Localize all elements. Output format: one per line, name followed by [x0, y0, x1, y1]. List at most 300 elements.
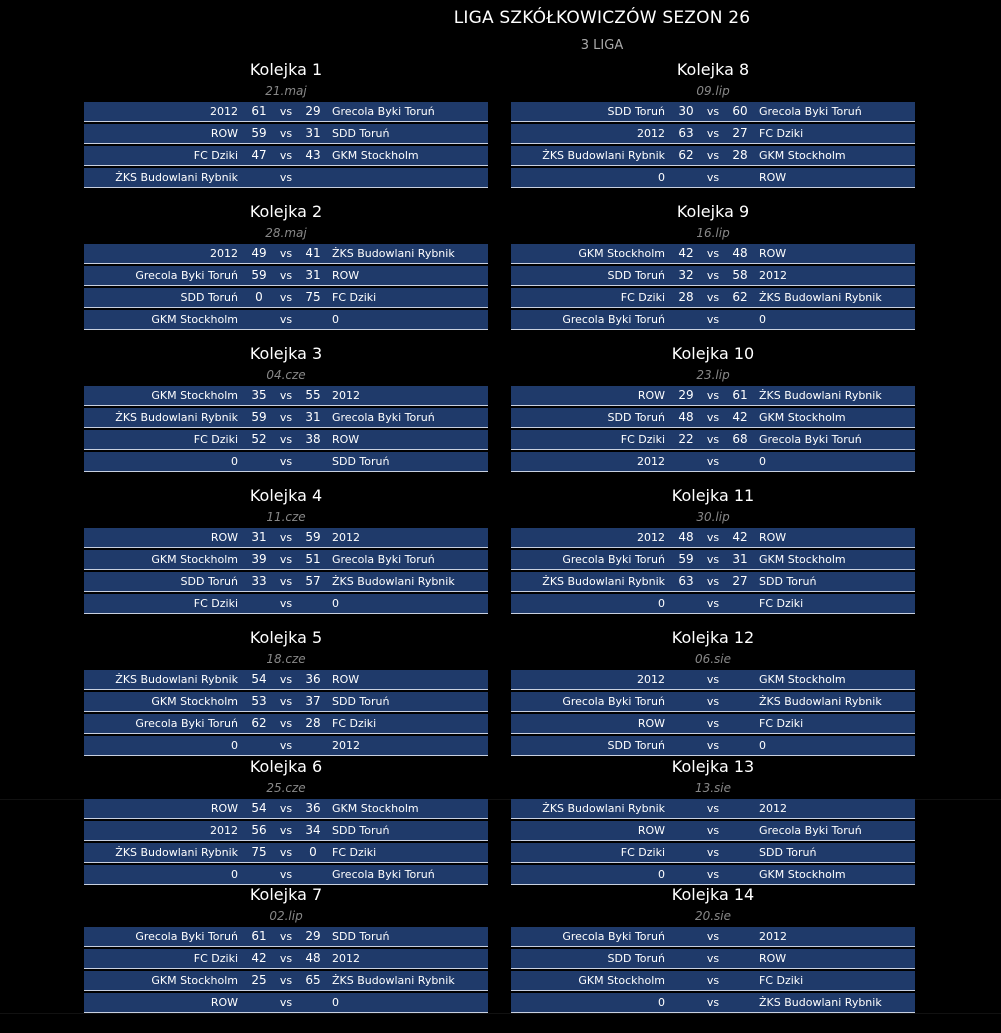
match-row	[84, 266, 488, 286]
away-score: 31	[732, 552, 748, 566]
round-date: 18.cze	[266, 652, 306, 666]
round-title: Kolejka 12	[671, 628, 755, 647]
away-team: SDD Toruń	[332, 127, 390, 140]
match-row	[84, 670, 488, 690]
round-date: 20.sie	[694, 909, 732, 923]
home-score: 33	[251, 574, 267, 588]
round-title: Kolejka 13	[671, 757, 755, 776]
away-team: ROW	[759, 247, 787, 260]
away-team: GKM Stockholm	[759, 411, 846, 424]
away-team: SDD Toruń	[332, 455, 390, 468]
match-row	[84, 594, 488, 614]
round-block	[84, 200, 488, 330]
round-date: 25.cze	[266, 781, 306, 795]
vs-label: vs	[279, 269, 293, 282]
away-team: ROW	[759, 531, 787, 544]
away-score: 34	[305, 823, 321, 837]
away-team: ŻKS Budowlani Rybnik	[759, 389, 882, 402]
home-team: Grecola Byki Toruń	[562, 313, 665, 326]
vs-label: vs	[279, 996, 293, 1009]
match-row	[84, 993, 488, 1013]
away-team: GKM Stockholm	[759, 149, 846, 162]
home-score: 54	[251, 801, 267, 815]
home-score: 47	[251, 148, 267, 162]
vs-label: vs	[706, 974, 720, 987]
round-date: 02.lip	[269, 909, 303, 923]
home-team: FC Dziki	[620, 433, 665, 446]
round-block	[511, 626, 915, 756]
away-team: Grecola Byki Toruń	[759, 433, 862, 446]
away-team: FC Dziki	[759, 974, 804, 987]
home-team: Grecola Byki Toruń	[562, 553, 665, 566]
home-team: 0	[658, 171, 665, 184]
left-column	[84, 0, 488, 1033]
vs-label: vs	[706, 455, 720, 468]
match-row	[84, 386, 488, 406]
home-score: 56	[251, 823, 267, 837]
away-team: FC Dziki	[759, 127, 804, 140]
away-score: 48	[732, 246, 748, 260]
vs-label: vs	[279, 695, 293, 708]
round-block	[84, 484, 488, 614]
match-row	[511, 102, 915, 122]
away-team: 2012	[332, 389, 360, 402]
away-team: 0	[759, 739, 766, 752]
match-row	[511, 821, 915, 841]
vs-label: vs	[279, 930, 293, 943]
away-score: 55	[305, 388, 321, 402]
away-team: ŻKS Budowlani Rybnik	[332, 575, 455, 588]
round-date: 04.cze	[266, 368, 306, 382]
match-row	[84, 452, 488, 472]
match-row	[511, 993, 915, 1013]
vs-label: vs	[706, 996, 720, 1009]
home-score: 53	[251, 694, 267, 708]
round-block	[84, 342, 488, 472]
home-team: Grecola Byki Toruń	[135, 930, 238, 943]
away-team: GKM Stockholm	[332, 149, 419, 162]
home-team: FC Dziki	[193, 597, 238, 610]
vs-label: vs	[279, 739, 293, 752]
vs-label: vs	[279, 824, 293, 837]
round-block	[511, 883, 915, 1013]
away-score: 59	[305, 530, 321, 544]
home-team: 0	[658, 996, 665, 1009]
match-row	[84, 124, 488, 144]
home-score: 59	[678, 552, 694, 566]
home-team: 2012	[637, 673, 665, 686]
vs-label: vs	[706, 802, 720, 815]
vs-label: vs	[279, 952, 293, 965]
away-team: Grecola Byki Toruń	[332, 553, 435, 566]
home-team: ROW	[210, 802, 238, 815]
match-row	[511, 430, 915, 450]
away-team: ŻKS Budowlani Rybnik	[759, 996, 882, 1009]
match-row	[84, 102, 488, 122]
home-team: 0	[658, 868, 665, 881]
away-score: 31	[305, 268, 321, 282]
match-row	[511, 408, 915, 428]
vs-label: vs	[279, 597, 293, 610]
home-team: GKM Stockholm	[151, 974, 238, 987]
match-row	[84, 692, 488, 712]
home-score: 48	[678, 410, 694, 424]
away-team: SDD Toruń	[759, 846, 817, 859]
home-score: 75	[251, 845, 267, 859]
home-score: 22	[678, 432, 694, 446]
home-score: 31	[251, 530, 267, 544]
match-row	[84, 430, 488, 450]
round-block	[511, 342, 915, 472]
round-block	[84, 626, 488, 756]
vs-label: vs	[706, 171, 720, 184]
vs-label: vs	[706, 575, 720, 588]
home-team: 0	[231, 455, 238, 468]
match-row	[84, 927, 488, 947]
vs-label: vs	[279, 313, 293, 326]
home-team: ŻKS Budowlani Rybnik	[115, 673, 238, 686]
match-row	[511, 386, 915, 406]
match-row	[84, 408, 488, 428]
round-title: Kolejka 9	[676, 202, 750, 221]
away-team: Grecola Byki Toruń	[332, 868, 435, 881]
match-row	[511, 266, 915, 286]
vs-label: vs	[706, 291, 720, 304]
away-team: 0	[759, 455, 766, 468]
vs-label: vs	[706, 846, 720, 859]
away-score: 29	[305, 104, 321, 118]
vs-label: vs	[706, 717, 720, 730]
match-row	[511, 550, 915, 570]
vs-label: vs	[279, 247, 293, 260]
match-row	[511, 146, 915, 166]
vs-label: vs	[279, 846, 293, 859]
away-team: Grecola Byki Toruń	[759, 824, 862, 837]
home-score: 62	[678, 148, 694, 162]
match-row	[84, 971, 488, 991]
match-row	[84, 949, 488, 969]
away-team: FC Dziki	[332, 846, 377, 859]
away-team: 2012	[759, 930, 787, 943]
match-row	[84, 528, 488, 548]
round-block	[84, 755, 488, 885]
round-title: Kolejka 7	[249, 885, 323, 904]
home-score: 32	[678, 268, 694, 282]
vs-label: vs	[279, 802, 293, 815]
away-score: 36	[305, 801, 321, 815]
home-team: ŻKS Budowlani Rybnik	[115, 411, 238, 424]
round-date: 06.sie	[694, 652, 732, 666]
home-team: Grecola Byki Toruń	[562, 930, 665, 943]
match-row	[84, 146, 488, 166]
match-row	[84, 865, 488, 885]
away-team: 0	[332, 996, 339, 1009]
away-score: 31	[305, 126, 321, 140]
away-team: ROW	[759, 952, 787, 965]
home-team: SDD Toruń	[607, 739, 665, 752]
round-date: 21.maj	[265, 84, 307, 98]
home-score: 39	[251, 552, 267, 566]
vs-label: vs	[706, 673, 720, 686]
away-team: SDD Toruń	[332, 930, 390, 943]
away-team: GKM Stockholm	[759, 553, 846, 566]
match-row	[511, 288, 915, 308]
home-team: ROW	[637, 389, 665, 402]
round-block	[84, 883, 488, 1013]
home-team: Grecola Byki Toruń	[135, 269, 238, 282]
away-score: 28	[732, 148, 748, 162]
home-team: SDD Toruń	[607, 105, 665, 118]
vs-label: vs	[706, 952, 720, 965]
vs-label: vs	[279, 389, 293, 402]
vs-label: vs	[279, 105, 293, 118]
home-score: 0	[255, 290, 263, 304]
home-team: 2012	[637, 531, 665, 544]
home-score: 54	[251, 672, 267, 686]
away-score: 0	[309, 845, 317, 859]
home-team: SDD Toruń	[180, 575, 238, 588]
away-score: 57	[305, 574, 321, 588]
home-team: FC Dziki	[620, 846, 665, 859]
home-team: GKM Stockholm	[151, 389, 238, 402]
home-team: SDD Toruń	[180, 291, 238, 304]
round-title: Kolejka 5	[249, 628, 323, 647]
round-date: 13.sie	[694, 781, 732, 795]
home-team: ROW	[637, 717, 665, 730]
match-row	[84, 310, 488, 330]
home-team: 2012	[210, 247, 238, 260]
vs-label: vs	[279, 553, 293, 566]
round-title: Kolejka 8	[676, 60, 750, 79]
vs-label: vs	[279, 127, 293, 140]
home-team: FC Dziki	[193, 433, 238, 446]
match-row	[511, 843, 915, 863]
home-score: 61	[251, 104, 267, 118]
home-team: 0	[231, 868, 238, 881]
away-score: 42	[732, 530, 748, 544]
vs-label: vs	[706, 105, 720, 118]
away-team: GKM Stockholm	[759, 673, 846, 686]
vs-label: vs	[706, 389, 720, 402]
away-team: ROW	[332, 269, 360, 282]
vs-label: vs	[279, 531, 293, 544]
vs-label: vs	[279, 171, 293, 184]
home-team: SDD Toruń	[607, 269, 665, 282]
away-team: SDD Toruń	[759, 575, 817, 588]
vs-label: vs	[706, 868, 720, 881]
match-row	[511, 692, 915, 712]
home-team: 2012	[210, 824, 238, 837]
vs-label: vs	[706, 247, 720, 260]
away-score: 31	[305, 410, 321, 424]
home-score: 29	[678, 388, 694, 402]
match-row	[511, 971, 915, 991]
round-title: Kolejka 6	[249, 757, 323, 776]
match-row	[511, 949, 915, 969]
away-score: 28	[305, 716, 321, 730]
vs-label: vs	[279, 717, 293, 730]
match-row	[511, 572, 915, 592]
round-date: 30.lip	[696, 510, 730, 524]
away-team: 2012	[332, 739, 360, 752]
away-score: 48	[305, 951, 321, 965]
home-team: FC Dziki	[193, 149, 238, 162]
away-team: 2012	[759, 269, 787, 282]
away-score: 75	[305, 290, 321, 304]
match-row	[84, 288, 488, 308]
vs-label: vs	[279, 149, 293, 162]
round-block	[511, 484, 915, 614]
match-row	[511, 452, 915, 472]
home-team: GKM Stockholm	[151, 553, 238, 566]
match-row	[511, 168, 915, 188]
home-team: 2012	[210, 105, 238, 118]
home-score: 30	[678, 104, 694, 118]
match-row	[511, 310, 915, 330]
home-team: GKM Stockholm	[578, 974, 665, 987]
away-team: FC Dziki	[332, 717, 377, 730]
home-team: Grecola Byki Toruń	[135, 717, 238, 730]
away-team: GKM Stockholm	[759, 868, 846, 881]
home-team: GKM Stockholm	[151, 695, 238, 708]
away-team: 0	[332, 597, 339, 610]
vs-label: vs	[279, 974, 293, 987]
away-score: 38	[305, 432, 321, 446]
round-title: Kolejka 14	[671, 885, 755, 904]
match-row	[511, 865, 915, 885]
vs-label: vs	[279, 411, 293, 424]
home-team: ŻKS Budowlani Rybnik	[542, 149, 665, 162]
home-score: 59	[251, 268, 267, 282]
away-team: ŻKS Budowlani Rybnik	[332, 247, 455, 260]
away-score: 68	[732, 432, 748, 446]
page-subtitle: 3 LIGA	[580, 38, 624, 53]
vs-label: vs	[706, 127, 720, 140]
home-score: 42	[678, 246, 694, 260]
round-block	[84, 58, 488, 188]
away-score: 62	[732, 290, 748, 304]
round-date: 23.lip	[696, 368, 730, 382]
home-team: ŻKS Budowlani Rybnik	[542, 802, 665, 815]
home-score: 49	[251, 246, 267, 260]
away-score: 51	[305, 552, 321, 566]
home-score: 52	[251, 432, 267, 446]
match-row	[511, 124, 915, 144]
away-team: Grecola Byki Toruń	[332, 105, 435, 118]
home-team: SDD Toruń	[607, 952, 665, 965]
vs-label: vs	[279, 575, 293, 588]
home-score: 48	[678, 530, 694, 544]
vs-label: vs	[706, 739, 720, 752]
round-date: 28.maj	[265, 226, 307, 240]
away-team: Grecola Byki Toruń	[759, 105, 862, 118]
right-column	[511, 0, 915, 1033]
away-team: 2012	[332, 531, 360, 544]
vs-label: vs	[279, 673, 293, 686]
match-row	[84, 550, 488, 570]
home-team: 0	[658, 597, 665, 610]
vs-label: vs	[279, 433, 293, 446]
vs-label: vs	[706, 597, 720, 610]
vs-label: vs	[706, 695, 720, 708]
away-score: 58	[732, 268, 748, 282]
away-score: 60	[732, 104, 748, 118]
round-title: Kolejka 1	[249, 60, 323, 79]
match-row	[84, 799, 488, 819]
round-title: Kolejka 10	[671, 344, 755, 363]
round-title: Kolejka 11	[671, 486, 755, 505]
away-score: 43	[305, 148, 321, 162]
away-score: 41	[305, 246, 321, 260]
home-score: 61	[251, 929, 267, 943]
away-score: 61	[732, 388, 748, 402]
home-team: GKM Stockholm	[578, 247, 665, 260]
vs-label: vs	[279, 455, 293, 468]
away-score: 29	[305, 929, 321, 943]
home-team: ROW	[210, 127, 238, 140]
home-team: Grecola Byki Toruń	[562, 695, 665, 708]
away-team: ŻKS Budowlani Rybnik	[759, 291, 882, 304]
home-team: ŻKS Budowlani Rybnik	[542, 575, 665, 588]
home-team: GKM Stockholm	[151, 313, 238, 326]
round-date: 16.lip	[696, 226, 730, 240]
round-block	[511, 755, 915, 885]
away-team: ROW	[759, 171, 787, 184]
away-team: FC Dziki	[332, 291, 377, 304]
home-score: 28	[678, 290, 694, 304]
round-title: Kolejka 4	[249, 486, 323, 505]
away-team: GKM Stockholm	[332, 802, 419, 815]
home-team: ROW	[637, 824, 665, 837]
away-team: FC Dziki	[759, 597, 804, 610]
away-score: 36	[305, 672, 321, 686]
away-team: ROW	[332, 673, 360, 686]
match-row	[511, 244, 915, 264]
round-title: Kolejka 2	[249, 202, 323, 221]
match-row	[84, 714, 488, 734]
home-team: FC Dziki	[193, 952, 238, 965]
home-team: FC Dziki	[620, 291, 665, 304]
home-score: 35	[251, 388, 267, 402]
home-score: 42	[251, 951, 267, 965]
match-row	[84, 821, 488, 841]
vs-label: vs	[279, 291, 293, 304]
match-row	[84, 736, 488, 756]
away-team: 0	[759, 313, 766, 326]
match-row	[511, 594, 915, 614]
away-score: 27	[732, 574, 748, 588]
home-team: SDD Toruń	[607, 411, 665, 424]
round-date: 11.cze	[266, 510, 306, 524]
away-team: SDD Toruń	[332, 824, 390, 837]
page-title: LIGA SZKÓŁKOWICZÓW SEZON 26	[453, 8, 751, 28]
match-row	[84, 168, 488, 188]
home-team: ŻKS Budowlani Rybnik	[115, 171, 238, 184]
home-team: 2012	[637, 127, 665, 140]
match-row	[511, 714, 915, 734]
vs-label: vs	[706, 824, 720, 837]
match-row	[84, 843, 488, 863]
home-team: 0	[231, 739, 238, 752]
vs-label: vs	[706, 313, 720, 326]
match-row	[511, 528, 915, 548]
away-team: 2012	[332, 952, 360, 965]
away-score: 37	[305, 694, 321, 708]
home-score: 59	[251, 126, 267, 140]
round-title: Kolejka 3	[249, 344, 323, 363]
away-team: ŻKS Budowlani Rybnik	[332, 974, 455, 987]
round-block	[511, 58, 915, 188]
